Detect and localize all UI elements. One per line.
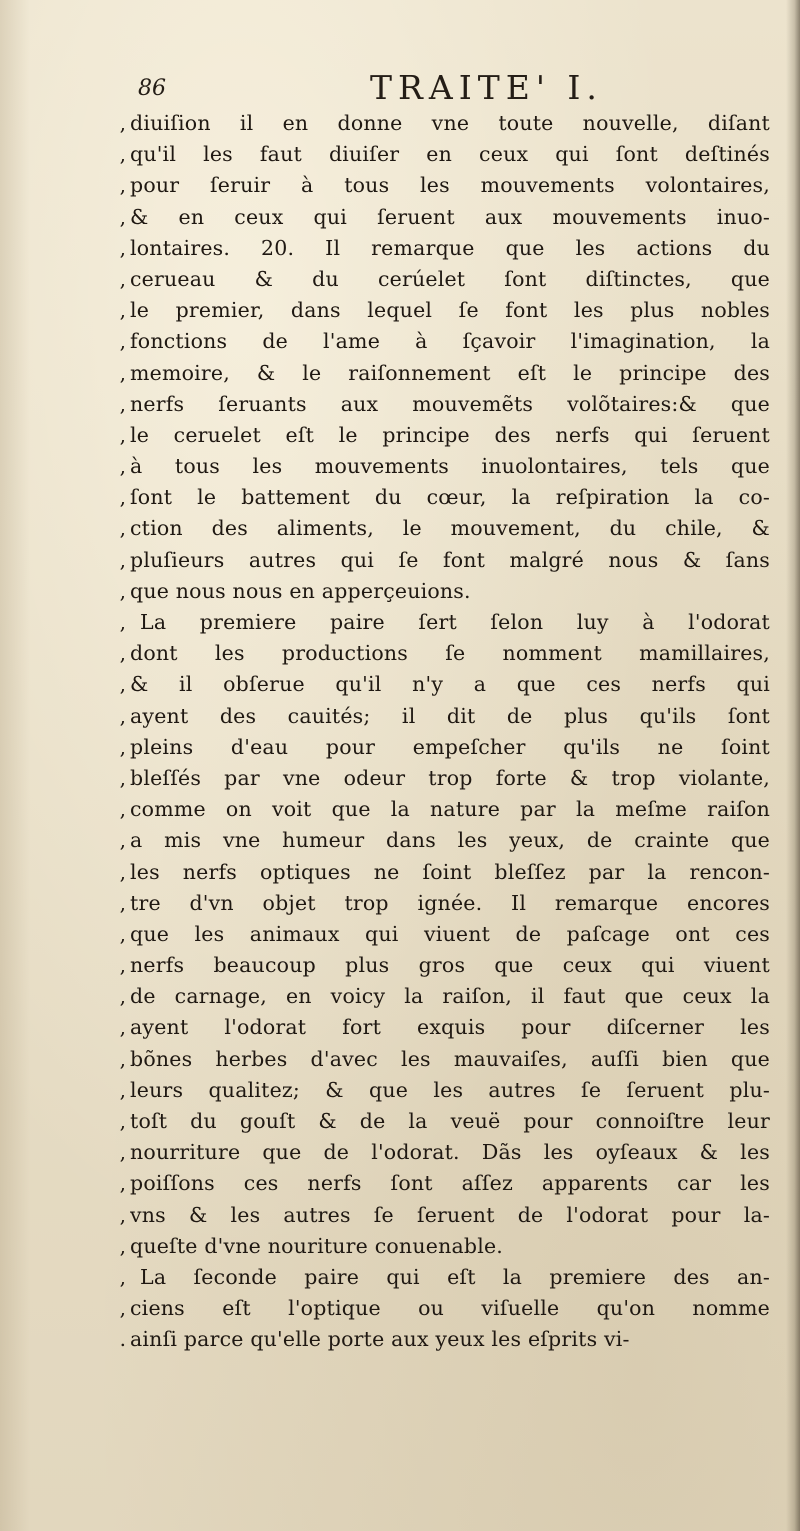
quotation-mark: , — [119, 1171, 126, 1196]
running-title: TRAITE' I. — [370, 68, 603, 107]
text-line — [106, 1044, 770, 1075]
line-text: a mis vne humeur dans les yeux, de crainte que — [130, 828, 770, 853]
text-line — [106, 950, 770, 981]
line-text: vns & les autres ſe ſeruent de l'odorat pour la- — [130, 1202, 770, 1227]
text-line — [106, 326, 770, 357]
text-line — [106, 358, 770, 389]
quotation-mark: . — [119, 1327, 126, 1352]
text-line — [106, 1075, 770, 1106]
text-line — [106, 732, 770, 763]
quotation-mark: , — [119, 173, 126, 198]
text-line — [106, 825, 770, 856]
page-header — [138, 68, 758, 108]
line-text: nerfs ſeruants aux mouvemẽts volõtaires:& que — [130, 391, 770, 416]
text-line — [106, 857, 770, 888]
text-line — [106, 1262, 770, 1293]
quotation-mark: , — [119, 391, 126, 416]
text-line — [106, 139, 770, 170]
quotation-mark: , — [119, 1296, 126, 1321]
line-text: diuiſion il en donne vne toute nouvelle, diſant — [130, 111, 770, 135]
text-line — [106, 295, 770, 326]
text-line — [106, 202, 770, 233]
line-text: pleins d'eau pour empeſcher qu'ils ne ſoint — [130, 734, 770, 759]
quotation-mark: , — [119, 797, 126, 822]
line-text: que les animaux qui viuent de paſcage ont ces — [130, 921, 770, 946]
quotation-mark: , — [119, 298, 126, 323]
line-text: La ſeconde paire qui eſt la premiere des an- — [140, 1264, 770, 1289]
quotation-mark: , — [119, 360, 126, 385]
text-line — [106, 513, 770, 544]
line-text: nourriture que de l'odorat. Dãs les oyſeaux & les — [130, 1140, 770, 1165]
text-line — [106, 389, 770, 420]
line-text: ayent des cauités; il dit de plus qu'ils ſont — [130, 703, 770, 728]
text-line — [106, 1168, 770, 1199]
quotation-mark: , — [119, 266, 126, 291]
line-text: pluſieurs autres qui ſe font malgré nous & ſans — [130, 547, 770, 572]
quotation-mark: , — [119, 828, 126, 853]
line-text: qu'il les faut diuiſer en ceux qui ſont deſtinés — [130, 142, 770, 167]
line-text: comme on voit que la nature par la meſme raiſon — [130, 797, 770, 822]
line-text: memoire, & le raiſonnement eſt le principe des — [130, 360, 770, 385]
line-text: le premier, dans lequel ſe font les plus nobles — [130, 298, 770, 323]
text-line — [106, 1106, 770, 1137]
line-text: queſte d'vne nouriture conuenable. — [130, 1233, 504, 1258]
quotation-mark: , — [119, 953, 126, 978]
line-text: dont les productions ſe nomment mamillaires, — [130, 641, 770, 666]
quotation-mark: , — [119, 1202, 126, 1227]
quotation-mark: , — [119, 1046, 126, 1071]
quotation-mark: , — [119, 516, 126, 541]
page-gutter-shadow — [0, 0, 30, 1531]
quotation-mark: , — [119, 734, 126, 759]
quotation-mark: , — [119, 1140, 126, 1165]
quotation-mark: , — [119, 859, 126, 884]
text-line — [106, 638, 770, 669]
quotation-mark: , — [119, 204, 126, 229]
quotation-mark: , — [119, 1109, 126, 1133]
text-line — [106, 482, 770, 513]
text-line — [106, 763, 770, 794]
quotation-mark: , — [119, 422, 126, 447]
quotation-mark: , — [119, 921, 126, 946]
text-line — [106, 108, 770, 139]
text-line — [106, 576, 770, 607]
quotation-mark: , — [119, 610, 126, 634]
text-line — [106, 1324, 770, 1355]
line-text: toſt du gouſt & de la veuë pour connoiſtre leur — [130, 1109, 770, 1133]
line-text: & en ceux qui ſeruent aux mouvements inuo- — [130, 204, 770, 229]
line-text: pour ſeruir à tous les mouvements volontaires, — [130, 173, 770, 198]
text-line — [106, 451, 770, 482]
line-text: bõnes herbes d'avec les mauvaiſes, auſſi bien que — [130, 1046, 770, 1071]
line-text: poiſſons ces nerfs ſont aſſez apparents car les — [130, 1171, 770, 1196]
page-number: 86 — [138, 76, 166, 101]
quotation-mark: , — [119, 235, 126, 260]
text-line — [106, 545, 770, 576]
quotation-mark: , — [119, 485, 126, 510]
text-line — [106, 233, 770, 264]
line-text: tre d'vn objet trop ignée. Il remarque encores — [130, 890, 770, 915]
text-line — [106, 170, 770, 201]
page-edge-shadow — [786, 0, 800, 1531]
line-text: La premiere paire ſert ſelon luy à l'odorat — [140, 610, 770, 634]
quotation-mark: , — [119, 1077, 126, 1102]
quotation-mark: , — [119, 1264, 126, 1289]
line-text: que nous nous en apperçeuions. — [130, 578, 471, 603]
quotation-mark: , — [119, 641, 126, 666]
text-line — [106, 919, 770, 950]
line-text: le ceruelet eſt le principe des nerfs qui ſeruent — [130, 422, 770, 447]
line-text: nerfs beaucoup plus gros que ceux qui viuent — [130, 953, 770, 978]
text-line — [106, 1293, 770, 1324]
line-text: cerueau & du cerúelet ſont diſtinctes, que — [130, 266, 770, 291]
quotation-mark: , — [119, 578, 126, 603]
quotation-mark: , — [119, 1233, 126, 1258]
quotation-mark: , — [119, 111, 126, 135]
line-text: leurs qualitez; & que les autres ſe ſeruent plu- — [130, 1077, 770, 1102]
text-line — [106, 669, 770, 700]
text-line — [106, 1137, 770, 1168]
quotation-mark: , — [119, 1015, 126, 1040]
line-text: les nerfs optiques ne ſoint bleſſez par la rencon- — [130, 859, 770, 884]
quotation-mark: , — [119, 984, 126, 1009]
quotation-mark: , — [119, 672, 126, 697]
text-line — [106, 607, 770, 638]
text-line — [106, 701, 770, 732]
text-line — [106, 888, 770, 919]
text-line — [106, 1200, 770, 1231]
line-text: bleſſés par vne odeur trop forte & trop violante, — [130, 765, 770, 790]
line-text: à tous les mouvements inuolontaires, tels que — [130, 454, 770, 479]
text-line — [106, 1012, 770, 1043]
line-text: ction des aliments, le mouvement, du chile, & — [130, 516, 770, 541]
quotation-mark: , — [119, 765, 126, 790]
body-text — [106, 108, 770, 1356]
line-text: de carnage, en voicy la raiſon, il faut que ceux la — [130, 984, 770, 1009]
quotation-mark: , — [119, 703, 126, 728]
text-line — [106, 981, 770, 1012]
line-text: lontaires. 20. Il remarque que les actions du — [130, 235, 770, 260]
line-text: ainſi parce qu'elle porte aux yeux les eſprits vi- — [130, 1327, 630, 1352]
text-line — [106, 420, 770, 451]
line-text: ſont le battement du cœur, la reſpiration la co- — [130, 485, 770, 510]
line-text: & il obſerue qu'il n'y a que ces nerfs qui — [130, 672, 770, 697]
quotation-mark: , — [119, 547, 126, 572]
quotation-mark: , — [119, 890, 126, 915]
quotation-mark: , — [119, 454, 126, 479]
text-line — [106, 264, 770, 295]
text-line — [106, 1231, 770, 1262]
text-line — [106, 794, 770, 825]
line-text: fonctions de l'ame à ſçavoir l'imagination, la — [130, 329, 770, 354]
quotation-mark: , — [119, 329, 126, 354]
quotation-mark: , — [119, 142, 126, 167]
line-text: ciens eſt l'optique ou viſuelle qu'on nomme — [130, 1296, 770, 1321]
line-text: ayent l'odorat fort exquis pour diſcerner les — [130, 1015, 770, 1040]
